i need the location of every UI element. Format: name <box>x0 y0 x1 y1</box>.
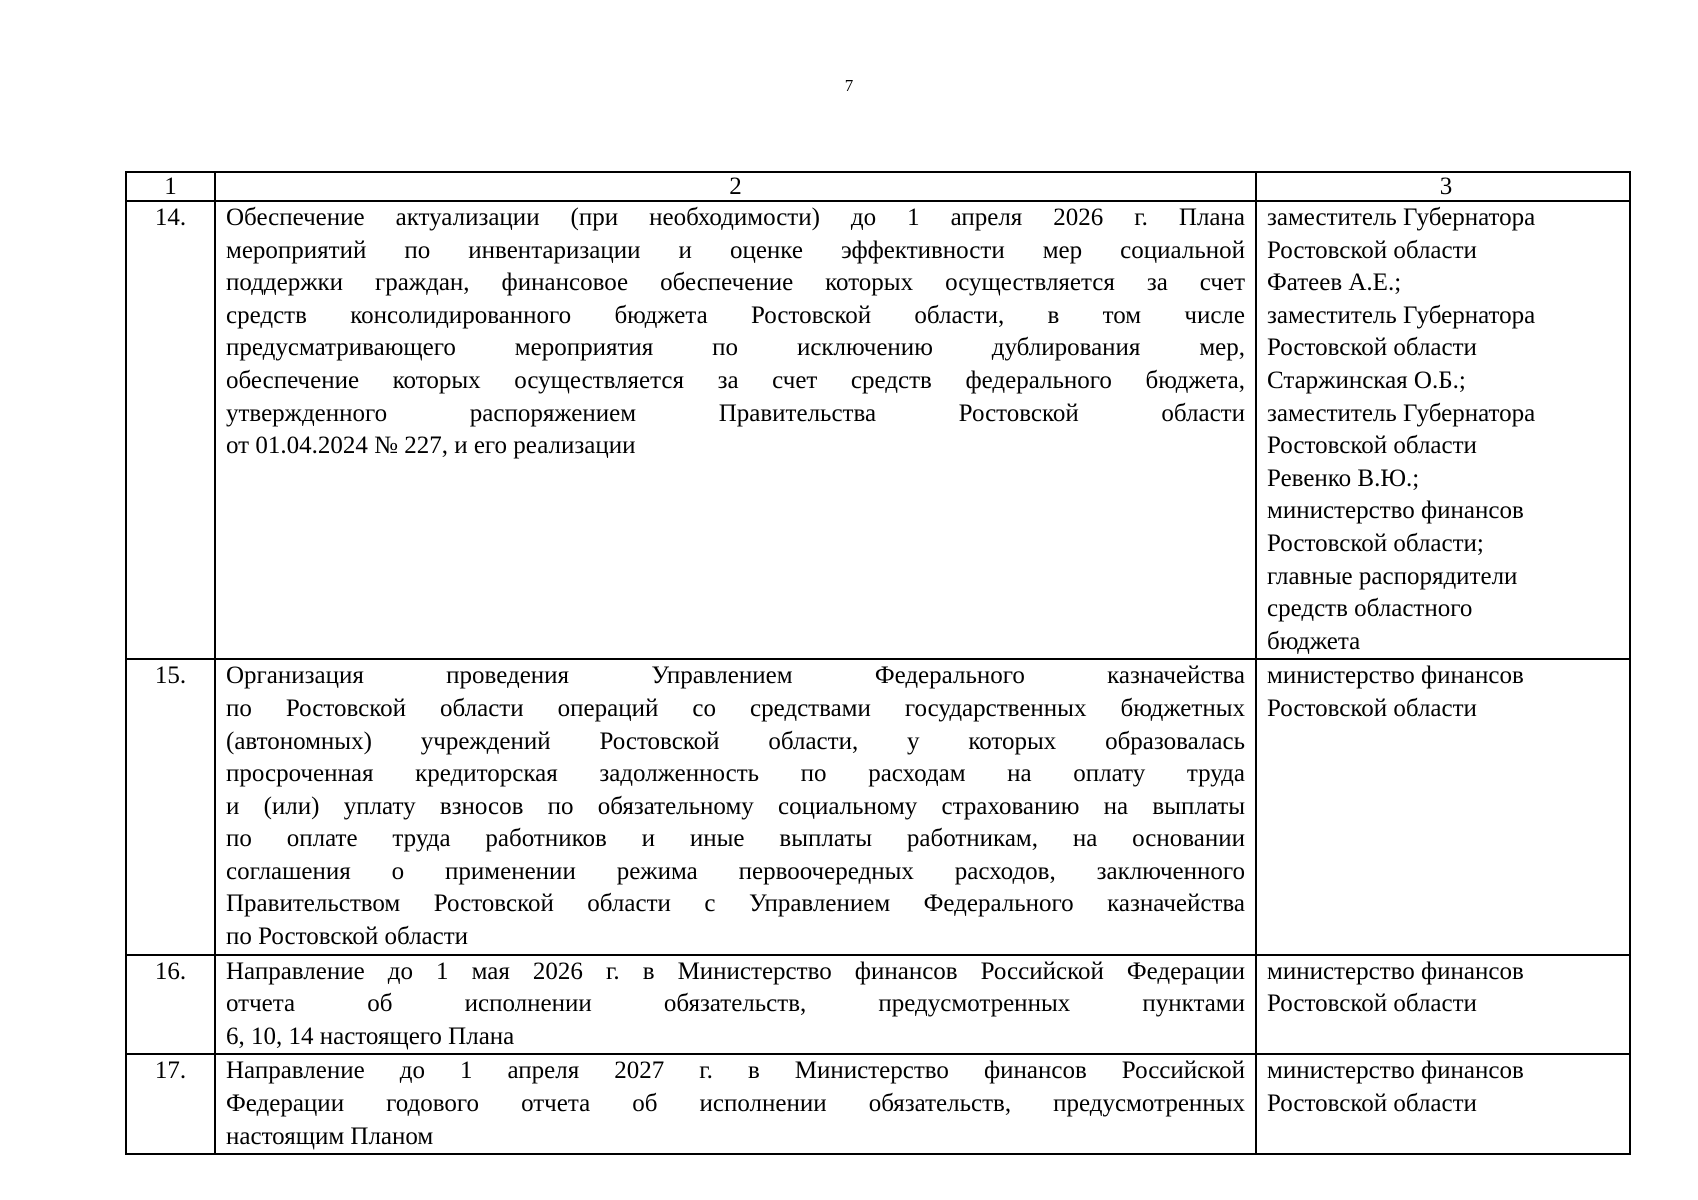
responsible-line: Ростовской области <box>1267 236 1477 264</box>
responsible-cell <box>1256 1054 1630 1154</box>
responsible-line: Ростовской области <box>1267 432 1477 460</box>
responsible-cell <box>1256 659 1630 954</box>
responsible-line: Фатеев А.Е.; <box>1267 269 1402 297</box>
responsible-line: Старжинская О.Б.; <box>1267 366 1466 394</box>
measure-description-line: соглашения о применении режима первоочередных расходов, заключенного <box>226 857 1245 885</box>
responsible-line: министерство финансов <box>1267 662 1524 690</box>
row-number: 14. <box>154 204 187 231</box>
table-row <box>126 201 1630 659</box>
measure-description-line: Направление до 1 мая 2026 г. в Министерство финансов Российской Федерации <box>226 957 1245 985</box>
plan-table <box>125 171 1631 1155</box>
responsible-line: министерство финансов <box>1267 497 1524 525</box>
measure-description-line: от 01.04.2024 № 227, и его реализации <box>226 432 636 460</box>
responsible-line: главные распорядители <box>1267 562 1518 590</box>
header-cell-3: 3 <box>1256 172 1630 201</box>
row-number-cell <box>126 1054 215 1154</box>
table-header-row <box>126 172 1630 201</box>
measure-description-cell <box>215 1054 1256 1154</box>
row-number-cell <box>126 955 215 1055</box>
plan-table-body <box>126 172 1630 1154</box>
responsible-line: Ревенко В.Ю.; <box>1267 464 1420 492</box>
row-number: 15. <box>154 662 187 690</box>
measure-description-line: Направление до 1 апреля 2027 г. в Министерство финансов Российской <box>226 1057 1245 1085</box>
measure-description-line: отчета об исполнении обязательств, предусмотренных пунктами <box>226 990 1245 1018</box>
measure-description-line: по Ростовской области <box>226 923 469 951</box>
responsible-line: Ростовской области <box>1267 334 1477 362</box>
measure-description-line: Правительством Ростовской области с Управлением Федерального казначейства <box>226 890 1245 918</box>
responsible-line: Ростовской области <box>1267 694 1477 722</box>
row-number-cell <box>126 201 215 659</box>
table-row <box>126 955 1630 1055</box>
responsible-line: заместитель Губернатора <box>1267 399 1536 427</box>
measure-description-line: средств консолидированного бюджета Ростовской области, в том числе <box>226 301 1245 329</box>
measure-description-line: Организация проведения Управлением Федерального казначейства <box>226 662 1245 690</box>
responsible-line: министерство финансов <box>1267 1057 1524 1085</box>
measure-description-line: поддержки граждан, финансовое обеспечение которых осуществляется за счет <box>226 269 1245 297</box>
measure-description-line: Обеспечение актуализации (при необходимости) до 1 апреля 2026 г. Плана <box>226 204 1245 231</box>
measure-description-line: по оплате труда работников и иные выплаты работникам, на основании <box>226 825 1245 853</box>
header-cell-1: 1 <box>126 172 215 201</box>
measure-description-line: Федерации годового отчета об исполнении обязательств, предусмотренных <box>226 1090 1245 1118</box>
responsible-line: Ростовской области <box>1267 1090 1477 1118</box>
measure-description-line: и (или) уплату взносов по обязательному социальному страхованию на выплаты <box>226 792 1245 820</box>
measure-description-line: настоящим Планом <box>226 1122 434 1150</box>
responsible-line: министерство финансов <box>1267 957 1524 985</box>
measure-description-line: обеспечение которых осуществляется за счет средств федерального бюджета, <box>226 366 1245 394</box>
measure-description-line: утвержденного распоряжением Правительства Ростовской области <box>226 399 1245 427</box>
row-number-cell <box>126 659 215 954</box>
table-row <box>126 1054 1630 1154</box>
header-cell-2: 2 <box>215 172 1256 201</box>
table-row <box>126 659 1630 954</box>
responsible-line: Ростовской области; <box>1267 529 1484 557</box>
responsible-line: средств областного <box>1267 595 1473 623</box>
responsible-line: Ростовской области <box>1267 990 1477 1018</box>
responsible-cell <box>1256 955 1630 1055</box>
responsible-line: заместитель Губернатора <box>1267 204 1536 231</box>
responsible-line: заместитель Губернатора <box>1267 301 1536 329</box>
measure-description-line: (автономных) учреждений Ростовской области, у которых образовалась <box>226 727 1245 755</box>
measure-description-line: предусматривающего мероприятия по исключению дублирования мер, <box>226 334 1245 362</box>
measure-description-cell <box>215 201 1256 659</box>
measure-description-line: 6, 10, 14 настоящего Плана <box>226 1022 515 1050</box>
measure-description-line: по Ростовской области операций со средствами государственных бюджетных <box>226 694 1245 722</box>
responsible-cell <box>1256 201 1630 659</box>
measure-description-cell <box>215 659 1256 954</box>
measure-description-cell <box>215 955 1256 1055</box>
row-number: 16. <box>154 957 187 985</box>
responsible-line: бюджета <box>1267 627 1361 655</box>
measure-description-line: просроченная кредиторская задолженность по расходам на оплату труда <box>226 760 1245 788</box>
row-number: 17. <box>154 1057 187 1085</box>
measure-description-line: мероприятий по инвентаризации и оценке эффективности мер социальной <box>226 236 1245 264</box>
page-number: 7 <box>844 76 854 95</box>
